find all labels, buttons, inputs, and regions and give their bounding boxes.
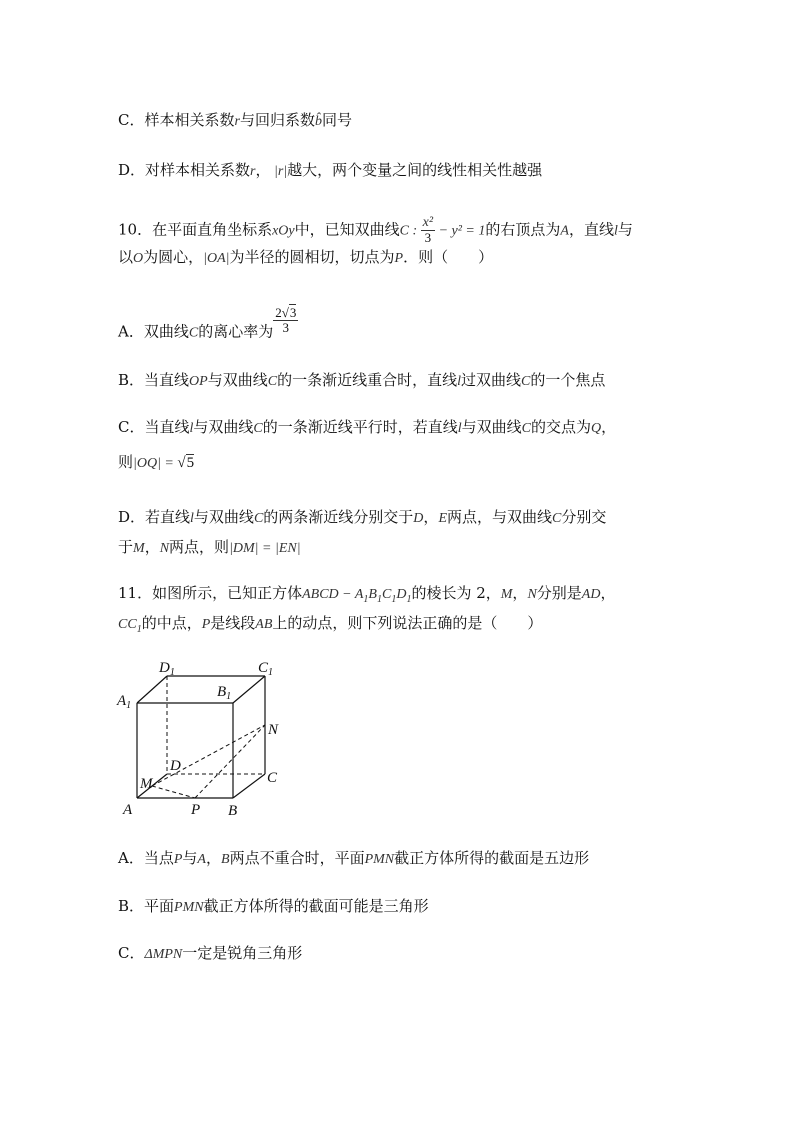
- label-a1: $A_1$: [117, 693, 132, 711]
- label-d1: $D_1$: [159, 660, 175, 678]
- text-seg: 与双曲线: [207, 371, 268, 389]
- text-seg: 分别是: [536, 584, 582, 602]
- math-n: N: [159, 541, 170, 556]
- q10-option-d-line2: [118, 537, 301, 559]
- option-c-prev: [118, 110, 352, 132]
- text-seg: 与双曲线: [193, 418, 254, 436]
- math-c: C: [253, 421, 263, 436]
- text-seg: B．平面: [118, 897, 175, 915]
- math-pmn: PMN: [174, 900, 204, 915]
- math-l: l: [613, 223, 618, 239]
- text-seg: 与回归系数: [239, 111, 315, 129]
- q11-option-b: [118, 896, 429, 918]
- option-d-prev: [118, 160, 542, 182]
- text-seg: 越大，两个变量之间的线性相关性越强: [287, 161, 543, 179]
- text-seg: 以: [118, 248, 134, 266]
- text-seg: ，: [601, 418, 617, 436]
- text-seg: C．当直线: [118, 418, 190, 436]
- q11-option-c: [118, 943, 302, 965]
- segment-mn: [152, 725, 265, 786]
- text-seg: 的一条渐近线重合时，直线: [277, 371, 458, 389]
- text-seg: 同号: [321, 111, 352, 129]
- text-seg: A．当点: [118, 849, 174, 867]
- math-frac-x2-3: $\frac{\text{x²}}{3}$: [422, 215, 434, 245]
- text-seg: 的右顶点为: [485, 220, 561, 239]
- math-sqrt5: √5: [177, 455, 195, 471]
- math-abs-oq: |OQ| =: [133, 456, 178, 471]
- text-seg: 截正方体所得的截面是五边形: [394, 849, 590, 867]
- math-cc1: $CC_1$: [118, 617, 142, 635]
- label-c1: $C_1$: [258, 660, 274, 678]
- segment-pn: [195, 725, 265, 798]
- text-seg: ，直线: [568, 220, 614, 239]
- q10-option-b: [118, 370, 605, 392]
- label-m: M: [140, 776, 153, 792]
- edge-bc: [233, 774, 265, 798]
- label-c: C: [267, 770, 278, 786]
- q10-stem-line1: [118, 216, 633, 245]
- text-seg: 两点不重合时，平面: [229, 849, 365, 867]
- label-b1: $B_1$: [217, 684, 232, 702]
- math-c: C: [520, 374, 531, 389]
- q11-stem-line2: [118, 613, 542, 640]
- text-seg: D．对样本相关系数: [118, 161, 251, 179]
- math-l: l: [457, 374, 461, 389]
- math-q: Q: [591, 421, 602, 436]
- math-e: E: [438, 511, 447, 526]
- text-seg: 10．在平面直角坐标系: [118, 220, 273, 239]
- q11-stem-line1: [118, 583, 615, 610]
- math-l: l: [189, 421, 194, 436]
- math-p: P: [201, 617, 211, 632]
- edge-b1c1: [233, 676, 265, 703]
- math-hyperbola-rest: − y² = 1: [435, 223, 486, 239]
- label-p: P: [191, 802, 201, 818]
- text-seg: 的棱长为 2，: [411, 584, 501, 602]
- text-seg: 与: [182, 849, 198, 867]
- q10-option-c-line1: [118, 417, 616, 439]
- math-xoy: xOy: [272, 223, 295, 239]
- text-seg: ，: [144, 538, 160, 556]
- math-hyperbola: C :: [399, 223, 421, 239]
- text-seg: ，: [512, 584, 528, 602]
- math-d: D: [413, 511, 424, 526]
- math-o: O: [133, 251, 144, 266]
- text-seg: 与: [617, 220, 633, 239]
- segment-md: [152, 774, 167, 786]
- math-dm-en: |DM| = |EN|: [229, 541, 301, 556]
- label-b: B: [228, 803, 238, 818]
- text-seg: B．当直线: [118, 371, 190, 389]
- math-c: C: [188, 325, 199, 341]
- text-seg: C．: [118, 944, 145, 962]
- math-cube: ABCD − $A_1B_1C_1D_1$: [302, 587, 412, 605]
- text-seg: 为半径的圆相切，切点为: [229, 248, 395, 266]
- text-seg: 上的动点，则下列说法正确的是（ ）: [272, 614, 543, 632]
- math-c: C: [521, 421, 531, 436]
- text-seg: 截正方体所得的截面可能是三角形: [203, 897, 429, 915]
- math-op: OP: [189, 374, 208, 389]
- text-seg: D．若直线: [118, 508, 191, 526]
- math-abs-oa: |OA|: [203, 251, 230, 266]
- math-c: C: [552, 511, 562, 526]
- math-m: M: [500, 587, 513, 602]
- math-m: M: [133, 541, 145, 556]
- math-triangle-mpn: ΔMPN: [144, 947, 183, 962]
- text-seg: 的离心率为: [198, 322, 274, 341]
- text-seg: 一定是锐角三角形: [182, 944, 303, 962]
- text-seg: ．则（ ）: [403, 248, 494, 266]
- math-frac-2sqrt3-3: $\frac{2√3}{3}$: [275, 305, 297, 335]
- label-a: A: [123, 802, 133, 818]
- text-seg: 两点，则: [169, 538, 230, 556]
- math-pmn: PMN: [364, 852, 395, 867]
- text-seg: ，: [205, 849, 221, 867]
- segment-mp: [152, 786, 195, 798]
- text-seg: 11．如图所示，已知正方体: [118, 584, 303, 602]
- text-seg: 的交点为: [531, 418, 592, 436]
- q10-option-d-line1: [118, 507, 606, 529]
- text-seg: 两点，与双曲线: [447, 508, 553, 526]
- math-l: l: [457, 421, 462, 436]
- math-abs-r: |r|: [270, 164, 288, 179]
- math-b-hat: b̂: [314, 114, 322, 129]
- math-b: B: [221, 852, 230, 867]
- text-seg: 过双曲线: [460, 371, 521, 389]
- text-seg: 与双曲线: [461, 418, 522, 436]
- edge-a1d1: [137, 676, 167, 703]
- text-seg: 中，已知双曲线: [294, 220, 400, 239]
- math-p: P: [394, 251, 404, 266]
- text-seg: 分别交: [561, 508, 607, 526]
- math-p: P: [173, 852, 183, 867]
- text-seg: ，: [600, 584, 616, 602]
- math-a: A: [560, 223, 569, 239]
- text-seg: 的两条渐近线分别交于: [263, 508, 414, 526]
- math-ab: AB: [255, 617, 273, 632]
- q10-option-c-line2: [118, 452, 194, 474]
- text-seg: 则: [118, 453, 134, 471]
- label-n: N: [268, 722, 279, 738]
- math-ad: AD: [581, 587, 601, 602]
- math-a: A: [197, 852, 206, 867]
- q10-stem-line2: [118, 247, 493, 269]
- math-c: C: [253, 511, 264, 526]
- text-seg: 于: [118, 538, 134, 556]
- math-r: r: [234, 114, 240, 129]
- text-seg: 是线段: [210, 614, 256, 632]
- text-seg: 与双曲线: [193, 508, 254, 526]
- q11-option-a: [118, 848, 589, 870]
- text-seg: ，: [423, 508, 439, 526]
- text-seg: 的一条渐近线平行时，若直线: [262, 418, 458, 436]
- text-seg: ，: [255, 161, 271, 179]
- math-n: N: [527, 587, 537, 602]
- math-l: l: [190, 511, 194, 526]
- option-c-prev-text: C．样本相关系数: [118, 111, 235, 129]
- text-seg: 的一个焦点: [530, 371, 606, 389]
- math-c: C: [267, 374, 278, 389]
- text-seg: A．双曲线: [118, 322, 189, 341]
- cube-figure: [115, 658, 290, 818]
- text-seg: 为圆心，: [143, 248, 204, 266]
- label-d: D: [170, 758, 181, 774]
- math-r: r: [250, 164, 256, 179]
- q10-option-a: [118, 305, 298, 347]
- text-seg: 的中点，: [141, 614, 202, 632]
